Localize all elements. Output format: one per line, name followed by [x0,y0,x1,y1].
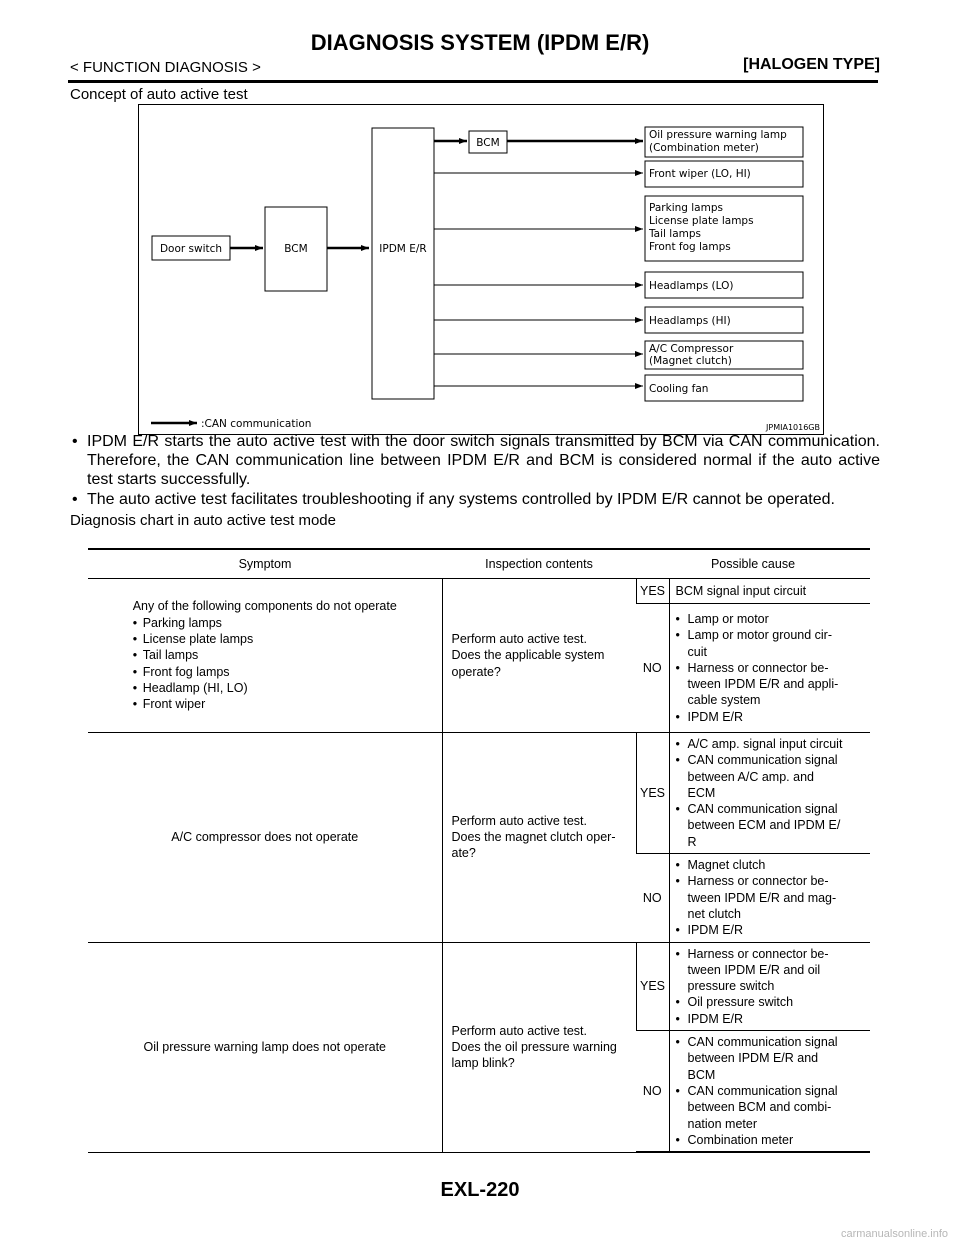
door-switch-label: Door switch [159,243,223,255]
header-divider [68,80,878,83]
output-label: Headlamps (HI) [649,315,731,327]
list-item: • Harness or connector be- tween IPDM E/R and oil pressure switch [676,946,865,995]
inspection-cell [442,733,636,943]
inspection-line: lamp blink? [451,1056,515,1071]
list-item: • Lamp or motor ground cir- cuit [676,627,865,660]
cause-list [676,857,865,938]
variant-label: [HALOGEN TYPE] [743,56,880,73]
cause-cell [669,604,870,733]
list-item: • Combination meter [676,1132,865,1148]
cause-cell [669,733,870,854]
figure-code: JPMIA1016GB [766,423,820,432]
ipdm-label: IPDM E/R [379,243,427,255]
list-item: • Lamp or motor [676,611,865,627]
symptom-cell: A/C compressor does not operate [88,733,442,943]
output-label: License plate lamps [649,215,754,227]
cause-cell [669,1031,870,1153]
diagnosis-chart-table [88,548,870,1153]
description-bullets [70,432,880,510]
symptom-lead: Any of the following components do not operate [132,599,397,614]
watermark: carmanualsonline.info [840,1228,948,1240]
output-label: Parking lamps [649,202,723,214]
output-label: Oil pressure warning lamp [649,129,787,141]
list-item: • Oil pressure switch [676,994,865,1010]
inspection-line: operate? [451,664,501,679]
list-item: • Parking lamps [133,615,397,631]
inspection-line: Perform auto active test. [451,813,587,828]
output-label: Headlamps (LO) [649,280,734,292]
bcm-top-label: BCM [476,137,500,149]
table-row [88,733,870,854]
inspection-line: Does the magnet clutch oper- [451,830,616,845]
list-item: • IPDM E/R [676,1011,865,1027]
section-breadcrumb: < FUNCTION DIAGNOSIS > [70,59,261,76]
concept-heading: Concept of auto active test [70,86,248,103]
symptom-list [133,615,397,713]
bcm-label: BCM [284,243,308,255]
inspection-line: Does the applicable system [451,648,605,663]
inspection-cell [442,579,636,733]
no-cell: NO [636,604,669,733]
symptom-cell [88,579,442,733]
bullet-item: • The auto active test facilitates troubleshooting if any systems controlled by IPDM E/R cannot be operated. [70,490,880,509]
output-label: (Combination meter) [649,142,759,154]
header-inspection: Inspection contents [442,549,636,579]
legend-label: :CAN communication [201,418,312,430]
chart-heading: Diagnosis chart in auto active test mode [70,512,336,529]
list-item: • CAN communication signal between A/C amp. and ECM [676,752,865,801]
header-symptom: Symptom [88,549,442,579]
cause-cell [669,854,870,942]
yes-cell: YES [636,579,669,604]
list-item: • Harness or connector be- tween IPDM E/R and appli- cable system [676,660,865,709]
list-item: • Front wiper [133,696,397,712]
inspection-line: Perform auto active test. [451,1023,587,1038]
page-title: DIAGNOSIS SYSTEM (IPDM E/R) [310,30,650,55]
list-item: • Tail lamps [133,647,397,663]
page-number: EXL-220 [440,1179,520,1201]
cause-list [676,611,865,725]
list-item: • Front fog lamps [133,664,397,680]
output-label: A/C Compressor [649,343,734,355]
list-item: • License plate lamps [133,631,397,647]
output-label: (Magnet clutch) [649,355,732,367]
list-item: • Headlamp (HI, LO) [133,680,397,696]
output-label: Tail lamps [649,228,701,240]
inspection-line: Perform auto active test. [451,632,587,647]
symptom-cell: Oil pressure warning lamp does not operate [88,942,442,1152]
inspection-cell [442,942,636,1152]
list-item: • IPDM E/R [676,709,865,725]
list-item: • IPDM E/R [676,922,865,938]
inspection-line: Does the oil pressure warning [451,1039,617,1054]
no-cell: NO [636,1031,669,1153]
header-possible-cause: Possible cause [636,549,870,579]
table-header-row [88,549,870,579]
auto-active-test-diagram [138,104,824,435]
yes-cell: YES [636,942,669,1030]
list-item: • CAN communication signal between IPDM E/R and BCM [676,1034,865,1083]
cause-list [676,1034,865,1148]
yes-cell: YES [636,733,669,854]
output-label: Front fog lamps [649,241,731,253]
ipdm-box [372,128,434,399]
output-label: Front wiper (LO, HI) [649,168,751,180]
cause-cell [669,942,870,1030]
cause-list [676,946,865,1027]
diagram-canvas [139,105,823,434]
list-item: • A/C amp. signal input circuit [676,736,865,752]
table-row [88,942,870,1030]
list-item: • CAN communication signal between BCM and combi- nation meter [676,1083,865,1132]
no-cell: NO [636,854,669,942]
list-item: • CAN communication signal between ECM and IPDM E/ R [676,801,865,850]
list-item: • Harness or connector be- tween IPDM E/R and mag- net clutch [676,873,865,922]
bullet-item: • IPDM E/R starts the auto active test with the door switch signals transmitted by BCM via CAN communication. Therefore, the CAN communication line between IPDM E/R and BCM is considered normal if the auto active test starts successfully. [70,432,880,489]
cause-cell: BCM signal input circuit [669,579,870,604]
inspection-line: ate? [451,846,476,861]
table-row [88,579,870,604]
cause-list [676,736,865,850]
output-label: Cooling fan [649,383,709,395]
list-item: • Magnet clutch [676,857,865,873]
